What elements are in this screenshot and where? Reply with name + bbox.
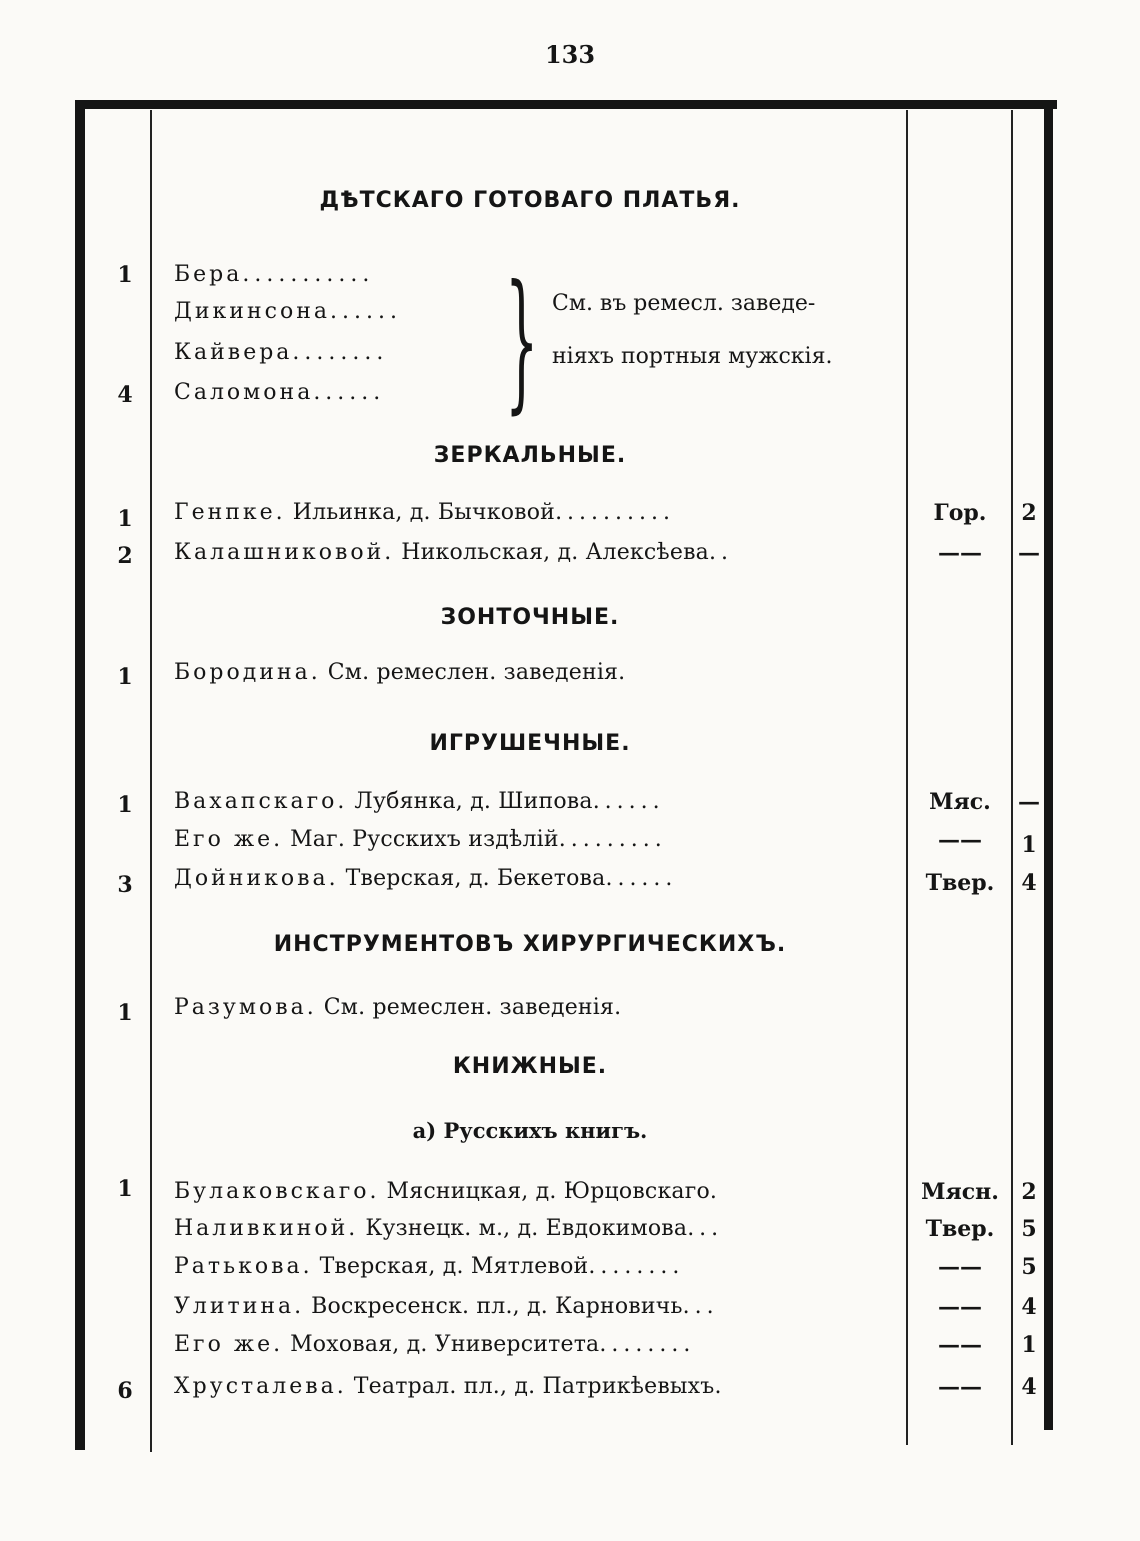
leader-dots: ......: [592, 789, 665, 814]
list-item: [174, 789, 900, 821]
entry-name: Дикинсона: [174, 299, 330, 324]
section-heading-umbrellas: ЗОНТОЧНЫЕ.: [440, 605, 620, 630]
list-item: [174, 827, 900, 859]
entry-name: Вахапскаго.: [174, 789, 348, 814]
leader-dots: ........: [292, 340, 389, 365]
quarter-number: 4: [1021, 1294, 1037, 1320]
list-item: [174, 1332, 900, 1364]
section-heading-books: КНИЖНЫЕ.: [452, 1054, 608, 1079]
list-item: [174, 1179, 900, 1211]
leader-dots: ..........: [555, 500, 675, 525]
quarter-number: 5: [1021, 1216, 1037, 1242]
entry-count: 4: [117, 382, 133, 408]
leader-dots: ..: [709, 540, 733, 565]
quarter-number: 4: [1021, 1374, 1037, 1400]
list-item: [174, 540, 900, 572]
leader-dots: ......: [329, 299, 402, 324]
leader-dots: ...........: [242, 262, 375, 287]
column-divider-numbers: [150, 110, 152, 1452]
quarter-number: 2: [1021, 1179, 1037, 1205]
entry-name: Бородина.: [174, 660, 321, 685]
section-heading-mirrors: ЗЕРКАЛЬНЫЕ.: [433, 443, 627, 468]
entry-name: Генпке.: [174, 500, 286, 525]
entry-name: Улитина.: [174, 1294, 305, 1319]
entry-count: 6: [117, 1378, 133, 1404]
leader-dots: ......: [313, 380, 386, 405]
list-item: [174, 1374, 900, 1406]
list-item: [174, 660, 900, 692]
quarter-number: 2: [1021, 500, 1037, 526]
entry-name: Булаковскаго.: [174, 1179, 380, 1204]
see-note-continued: ніяхъ портныя мужскія.: [552, 344, 833, 369]
entry-count: 1: [117, 506, 133, 532]
leader-dots: ........: [599, 1332, 696, 1357]
entry-count: 1: [117, 664, 133, 690]
entry-address: Театрал. пл., д. Патрикѣевыхъ.: [353, 1374, 722, 1399]
entry-name: Дойникова.: [174, 866, 339, 891]
leader-dots: ........: [588, 1254, 685, 1279]
entry-count: 1: [117, 1176, 133, 1202]
leader-dots: ...: [682, 1294, 719, 1319]
entry-address: Моховая, д. Университета: [290, 1332, 600, 1357]
page-number: 133: [544, 40, 596, 69]
column-divider-number: [1011, 110, 1013, 1445]
entry-count: 1: [117, 262, 133, 288]
entry-count: 1: [117, 1000, 133, 1026]
entry-name: Ратькова.: [174, 1254, 313, 1279]
quarter-number: —: [1018, 540, 1040, 566]
list-item: [174, 866, 900, 898]
leader-dots: ...: [687, 1216, 724, 1241]
brace-icon: }: [505, 254, 539, 428]
entry-address: Тверская, д. Бекетова: [345, 866, 606, 891]
entry-name: Бера: [174, 262, 243, 287]
district: ——: [938, 540, 982, 566]
entry-address: Ильинка, д. Бычковой: [292, 500, 556, 525]
entry-name: Калашниковой.: [174, 540, 395, 565]
entry-address: Лубянка, д. Шипова: [354, 789, 593, 814]
frame-top-rule: [75, 100, 1057, 109]
quarter-number: —: [1018, 789, 1040, 815]
entry-address: Кузнецк. м., д. Евдокимова: [365, 1216, 688, 1241]
quarter-number: 4: [1021, 870, 1037, 896]
frame-left-rule: [75, 100, 85, 1450]
district: Мясн.: [921, 1179, 999, 1205]
district: Гор.: [933, 500, 987, 526]
district: ——: [938, 827, 982, 853]
entry-address: Маг. Русскихъ издѣлій: [290, 827, 559, 852]
quarter-number: 1: [1021, 1332, 1037, 1358]
district: Мяс.: [929, 789, 991, 815]
district: ——: [938, 1332, 982, 1358]
district: Твер.: [925, 870, 995, 896]
entry-address: Воскресенск. пл., д. Карновичь: [311, 1294, 683, 1319]
list-item: [174, 500, 900, 532]
column-divider-area: [906, 110, 908, 1445]
see-note: См. въ ремесл. заведе-: [552, 291, 816, 316]
section-heading-children-clothes: ДѢТСКАГО ГОТОВАГО ПЛАТЬЯ.: [319, 188, 741, 213]
leader-dots: .........: [558, 827, 667, 852]
section-subheading-russian-books: а) Русскихъ книгъ.: [412, 1118, 648, 1143]
entry-name: Его же.: [174, 827, 284, 852]
entry-address: Тверская, д. Мятлевой: [319, 1254, 589, 1279]
entry-name: Хрусталева.: [174, 1374, 347, 1399]
section-heading-toys: ИГРУШЕЧНЫЕ.: [429, 731, 631, 756]
entry-address: Никольская, д. Алексѣева: [401, 540, 709, 565]
list-item: [174, 1294, 900, 1326]
entry-name: Саломона: [174, 380, 314, 405]
quarter-number: 1: [1021, 832, 1037, 858]
district: ——: [938, 1374, 982, 1400]
district: ——: [938, 1254, 982, 1280]
entry-address: См. ремеслен. заведенія.: [327, 660, 626, 685]
entry-name: Разумова.: [174, 995, 317, 1020]
list-item: [174, 995, 900, 1027]
entry-name: Наливкиной.: [174, 1216, 359, 1241]
frame-right-rule: [1044, 100, 1053, 1430]
entry-count: 1: [117, 792, 133, 818]
list-item: [174, 1254, 900, 1286]
entry-name: Его же.: [174, 1332, 284, 1357]
entry-count: 2: [117, 543, 133, 569]
list-item: [174, 1216, 900, 1248]
entry-name: Кайвера: [174, 340, 293, 365]
leader-dots: ......: [605, 866, 678, 891]
section-heading-surgical-instruments: ИНСТРУМЕНТОВЪ ХИРУРГИЧЕСКИХЪ.: [273, 932, 787, 957]
entry-address: Мясницкая, д. Юрцовскаго.: [386, 1179, 718, 1204]
entry-count: 3: [117, 872, 133, 898]
district: Твер.: [925, 1216, 995, 1242]
district: ——: [938, 1294, 982, 1320]
quarter-number: 5: [1021, 1254, 1037, 1280]
entry-address: См. ремеслен. заведенія.: [323, 995, 622, 1020]
